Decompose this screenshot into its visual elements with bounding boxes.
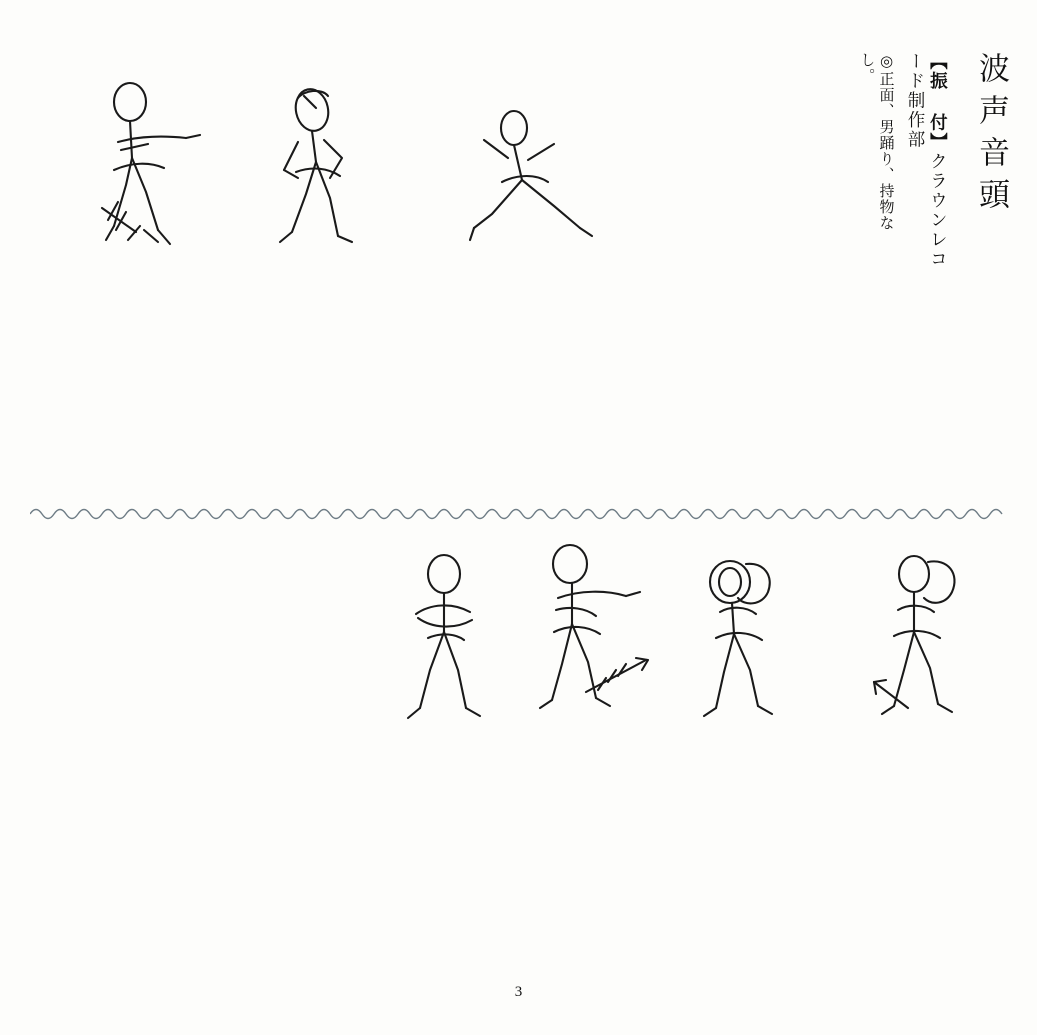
- page-number: 3: [514, 984, 523, 1000]
- figure-3-lunge: [468, 110, 598, 260]
- title-block: [848, 52, 1011, 302]
- figure-7-arm-raised: [868, 548, 978, 728]
- credit-bracket-label: 【振 付】: [928, 52, 949, 152]
- figure-5-arm-out: [528, 542, 658, 732]
- wavy-divider: [30, 500, 1010, 526]
- figure-1-pointing: [88, 80, 228, 260]
- page-title: 波声音頭: [974, 52, 1009, 220]
- figure-2-hat: [268, 82, 388, 262]
- choreography-credit: [905, 52, 950, 277]
- figure-4-arms-crossed: [392, 552, 502, 732]
- performance-note: ◎正面、男踊り、持物なし。: [858, 52, 894, 231]
- credit-body-label: クラウンレコード制作部: [905, 52, 949, 269]
- figure-6-fan-overhead: [690, 548, 800, 728]
